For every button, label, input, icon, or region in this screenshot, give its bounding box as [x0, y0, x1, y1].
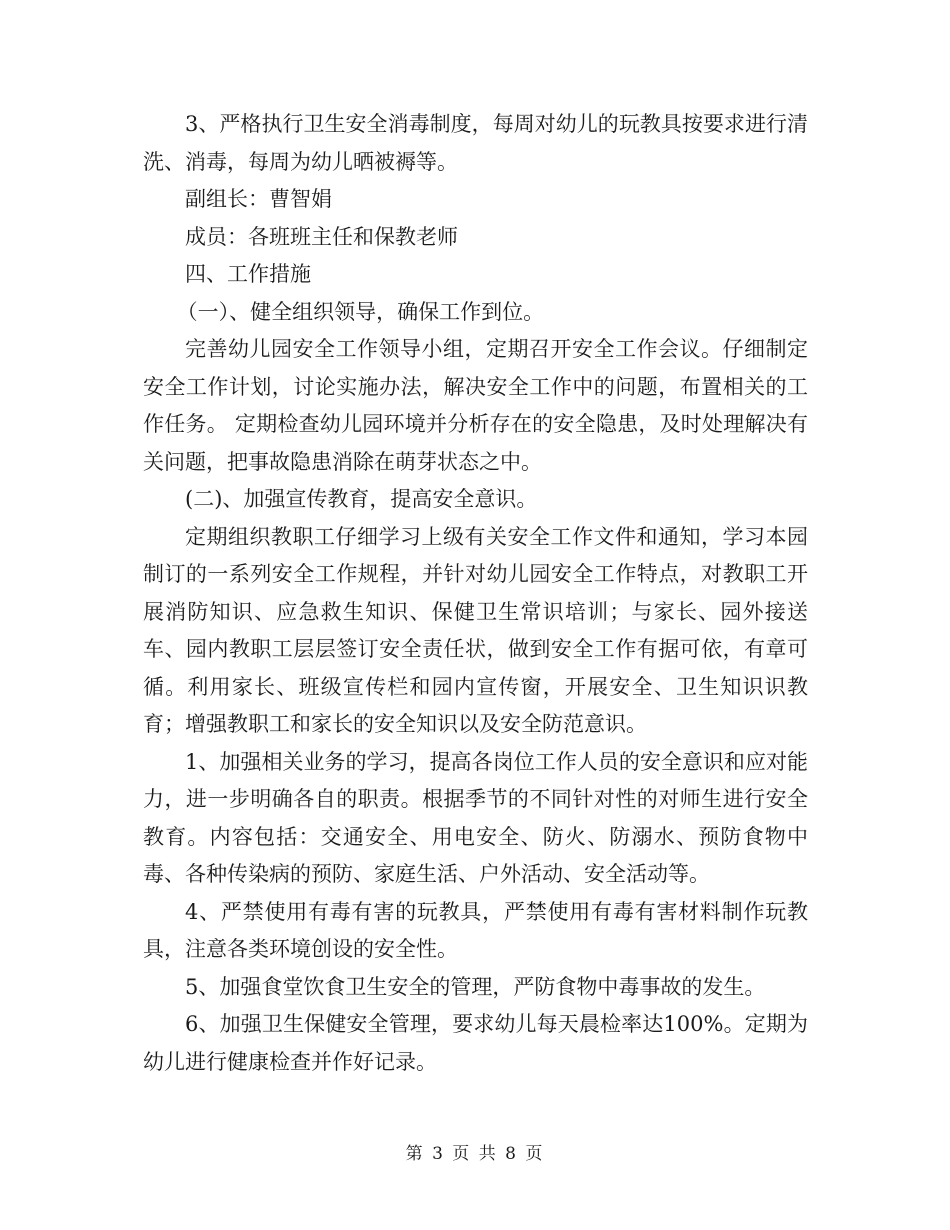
subheading-publicity: (二)、加强宣传教育，提高安全意识。 [185, 487, 538, 511]
paragraph-members: 成员：各班班主任和保教老师 [185, 224, 458, 249]
section-heading-measures: 四、工作措施 [185, 262, 311, 286]
paragraph-toys-ban: 4、严禁使用有毒有害的玩教具，严禁使用有毒有害材料制作玩教具，注意各类环境创设的安全性。 [143, 899, 808, 961]
paragraph-deputy-leader: 副组长：曹智娟 [185, 187, 332, 211]
paragraph-canteen: 5、加强食堂饮食卫生安全的管理，严防食物中毒事故的发生。 [185, 974, 766, 999]
subheading-organization: （一）、健全组织领导，确保工作到位。 [176, 299, 545, 324]
paragraph-staff-training: 定期组织教职工仔细学习上级有关安全工作文件和通知，学习本园制订的一系列安全工作规程，并针对幼儿园安全工作特点，对教职工开展消防知识、应急救生知识、保健卫生常识培训；与家长、园外接送车、园内教职工层层签订安全责任状，做到安全工作有据可依，有章可循。利用家长、班级宣传栏和园内宣传窗，开展安全、卫生知识识教育；增强教职工和家长的安全知识以及安全防范意识。 [143, 524, 808, 736]
paragraph-leadership-group: 完善幼儿园安全工作领导小组，定期召开安全工作会议。仔细制定安全工作计划，讨论实施办法，解决安全工作中的问题，布置相关的工作任务。 定期检查幼儿园环境并分析存在的安全隐患，及时处理解决有关问题，把事故隐患消除在萌芽状态之中。 [143, 337, 808, 474]
document-body [143, 106, 808, 1081]
page-number-footer: 第 3 页 共 8 页 [405, 1144, 545, 1164]
paragraph-business-study: 1、加强相关业务的学习，提高各岗位工作人员的安全意识和应对能力，进一步明确各自的职责。根据季节的不同针对性的对师生进行安全教育。内容包括：交通安全、用电安全、防火、防溺水、预防食物中毒、各种传染病的预防、家庭生活、户外活动、安全活动等。 [143, 749, 808, 886]
paragraph-health-check: 6、加强卫生保健安全管理，要求幼儿每天晨检率达100%。定期为幼儿进行健康检查并作好记录。 [143, 1012, 808, 1074]
paragraph-disinfection: 3、严格执行卫生安全消毒制度，每周对幼儿的玩教具按要求进行清洗、消毒，每周为幼儿晒被褥等。 [143, 112, 808, 174]
